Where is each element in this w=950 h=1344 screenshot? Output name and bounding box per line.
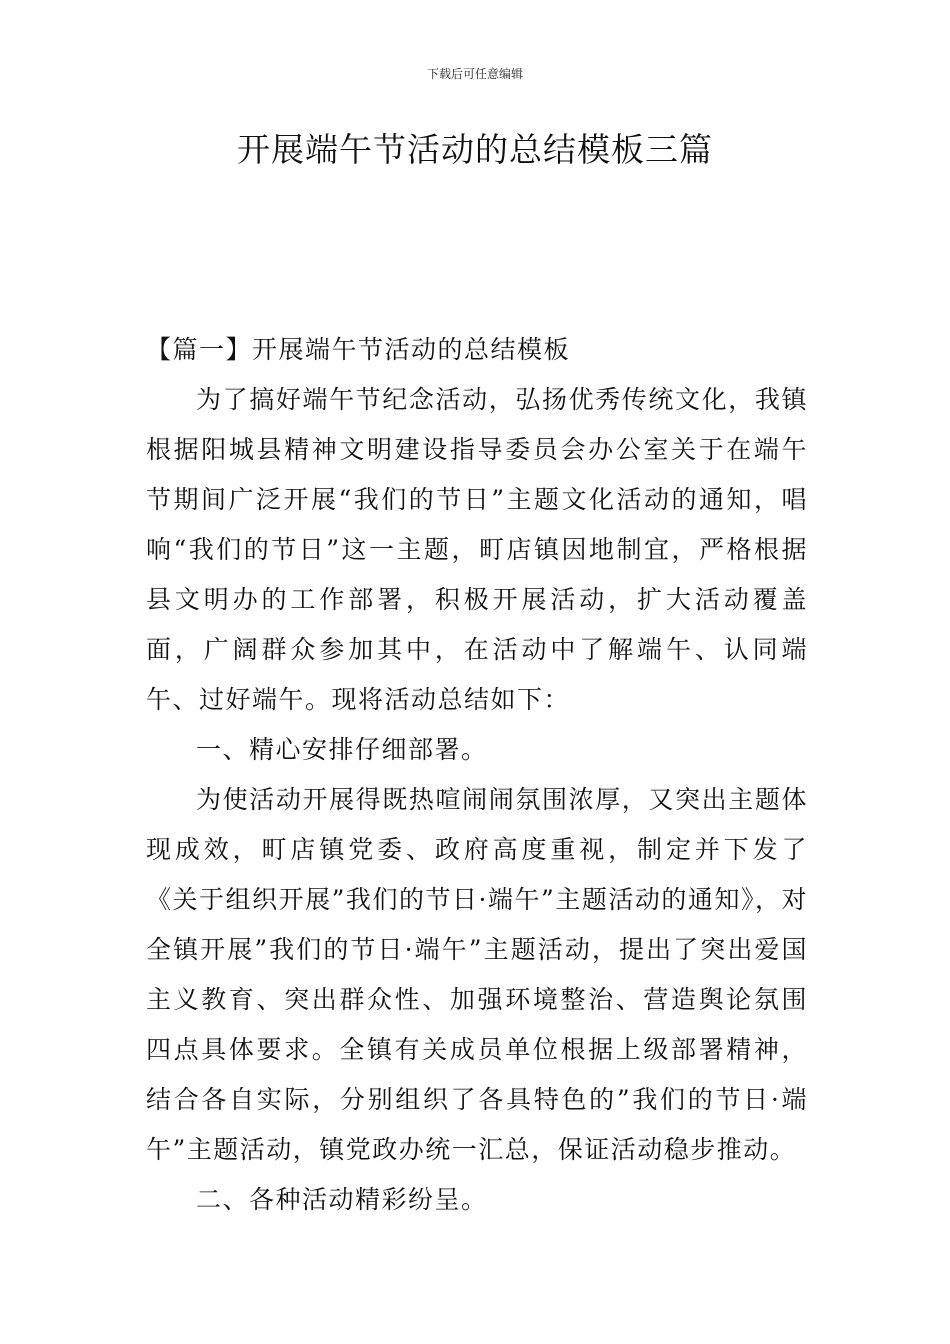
section-heading: 【篇一】开展端午节活动的总结模板 xyxy=(146,335,571,364)
subheading: 二、各种活动精彩纷呈。 xyxy=(196,1185,488,1214)
document-title: 开展端午节活动的总结模板三篇 xyxy=(237,130,713,169)
paragraph: 为了搞好端午节纪念活动，弘扬优秀传统文化，我镇根据阳城县精神文明建设指导委员会办公室关于在端午节期间广泛开展“我们的节日”主题文化活动的通知，唱响“我们的节日”这一主题，町店镇因地制宜，严格根据县文明办的工作部署，积极开展活动，扩大活动覆盖面，广阔群众参加其中，在活动中了解端午、认同端午、过好端午。现将活动总结如下： xyxy=(146,385,808,714)
subheading: 一、精心安排仔细部署。 xyxy=(196,735,488,764)
document-body xyxy=(146,325,808,1225)
page-header-note: 下载后可任意编辑 xyxy=(426,67,523,81)
paragraph: 为使活动开展得既热喧闹闹氛围浓厚，又突出主题体现成效，町店镇党委、政府高度重视，制定并下发了《关于组织开展”我们的节日·端午”主题活动的通知》，对全镇开展”我们的节日·端午”主题活动，提出了突出爱国主义教育、突出群众性、加强环境整治、营造舆论氛围四点具体要求。全镇有关成员单位根据上级部署精神，结合各自实际，分别组织了各具特色的”我们的节日·端午”主题活动，镇党政办统一汇总，保证活动稳步推动。 xyxy=(146,785,808,1164)
